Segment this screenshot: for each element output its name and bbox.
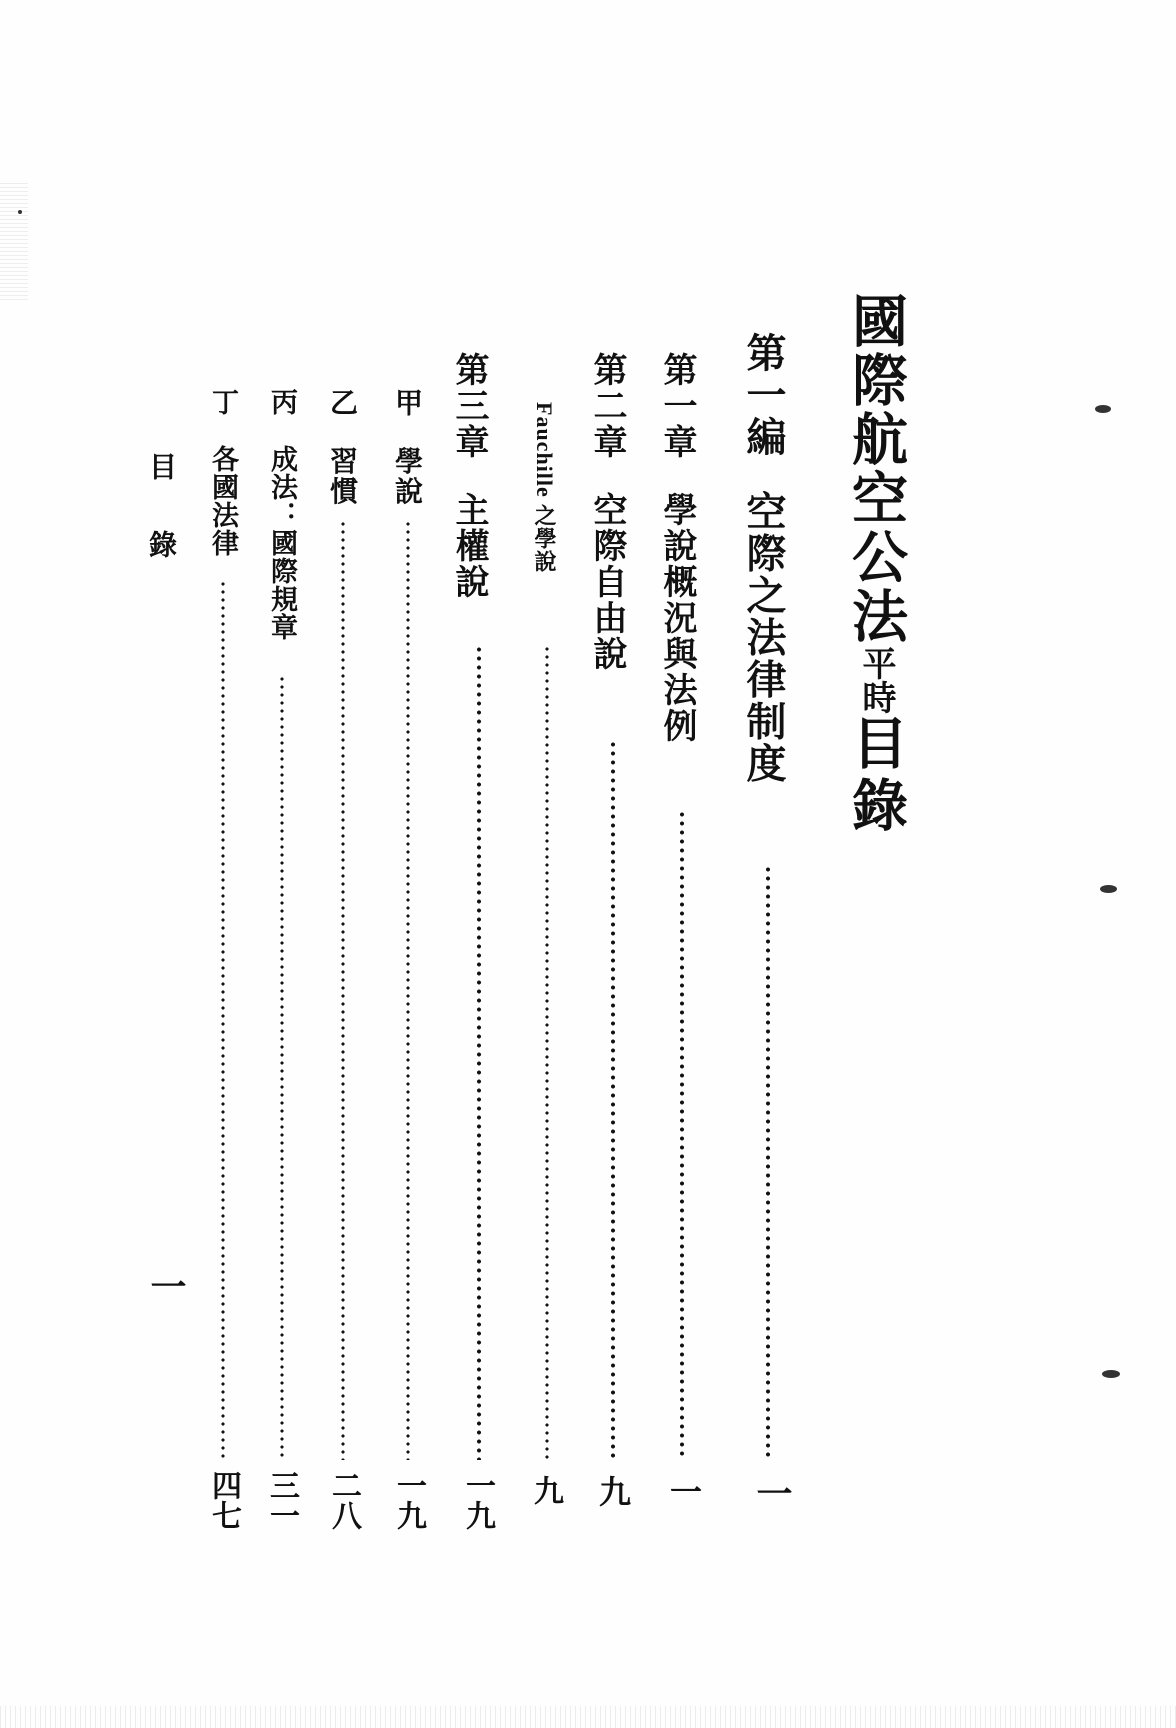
toc-entry-section-a — [391, 388, 424, 507]
scan-edge-noise — [0, 180, 28, 300]
entry-page: 三一 — [264, 1470, 299, 1530]
leader-dots — [679, 810, 685, 1460]
entry-label: 學說 — [391, 446, 424, 507]
ink-speck — [1095, 405, 1111, 413]
entry-label: 成法：國際規章 — [266, 445, 297, 642]
entry-page: 一 — [665, 1475, 703, 1507]
ink-speck — [1100, 885, 1117, 893]
section-running-label: 目錄 — [145, 452, 178, 608]
title-suffix: 目錄 — [843, 714, 909, 838]
title-sub: 平時 — [856, 646, 896, 714]
entry-page: 九 — [594, 1475, 632, 1507]
entry-marker: 丁 — [207, 388, 238, 415]
entry-page: 四七 — [206, 1470, 241, 1530]
entry-marker: 第一編 — [740, 332, 787, 458]
entry-page: 九 — [528, 1475, 563, 1505]
entry-label: 學說概況與法例 — [657, 492, 697, 745]
toc-entry-section-b — [326, 388, 359, 507]
ink-speck — [1102, 1370, 1120, 1378]
entry-label: 主權說 — [449, 492, 489, 601]
entry-page: 一九 — [391, 1470, 426, 1530]
entry-page: 二八 — [326, 1470, 361, 1530]
entry-marker: 乙 — [326, 388, 359, 416]
leader-dots — [221, 580, 225, 1460]
entry-label: 各國法律 — [207, 445, 238, 558]
book-title — [843, 292, 909, 838]
leader-dots — [476, 645, 482, 1460]
toc-entry-chapter-2 — [587, 352, 627, 673]
leader-dots — [280, 675, 284, 1460]
entry-label: Fauchille 之學說 — [532, 402, 557, 574]
leader-dots — [610, 740, 616, 1460]
entry-page: 一九 — [460, 1470, 495, 1530]
leader-dots — [406, 520, 410, 1460]
entry-label: 習慣 — [326, 446, 359, 507]
entry-label: 空際自由說 — [587, 492, 627, 673]
entry-marker: 甲 — [391, 388, 424, 416]
page-number: 一 — [145, 1268, 187, 1304]
entry-marker: 第三章 — [449, 352, 489, 460]
entry-page: 一 — [751, 1475, 793, 1511]
entry-marker: 第二章 — [587, 352, 627, 460]
leader-dots — [341, 520, 345, 1460]
toc-entry-chapter-1 — [657, 352, 697, 745]
entry-marker: 第一章 — [657, 352, 697, 460]
toc-entry-section-c — [268, 388, 295, 641]
entry-marker: 丙 — [266, 388, 297, 415]
leader-dots — [765, 865, 771, 1460]
leader-dots — [545, 645, 549, 1460]
toc-entry-chapter-3 — [449, 352, 489, 601]
title-main: 國際航空公法 — [843, 292, 909, 646]
toc-entry-fauchille — [533, 402, 555, 573]
scan-bottom-noise — [0, 1706, 1176, 1728]
ink-speck — [18, 210, 22, 214]
toc-entry-section-d — [209, 388, 236, 557]
toc-entry-part-1 — [740, 332, 787, 785]
entry-label: 空際之法律制度 — [740, 490, 787, 785]
